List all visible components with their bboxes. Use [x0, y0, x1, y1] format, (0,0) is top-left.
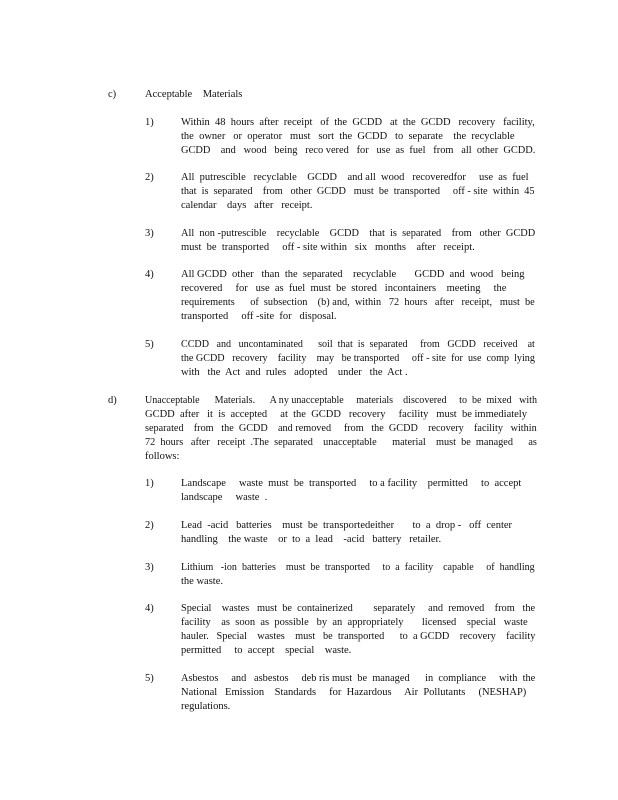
item-d1-text — [181, 477, 535, 505]
text-line: requirements of subsection (b) and, within 72 hours after receipt, must be — [181, 296, 535, 308]
text-line: Within 48 hours after receipt of the GCDD at the GCDD recovery facility, — [181, 117, 535, 128]
item-d2-text — [181, 519, 535, 547]
item-number: 1) — [145, 117, 154, 128]
text-line: facility as soon as possible by an appropriately licensed special waste — [181, 616, 528, 628]
text-line: separated from the GCDD and removed from the GCDD recovery facility within — [145, 422, 537, 434]
item-c1-text — [181, 116, 535, 158]
text-line: must be transported off - site within six months after receipt. — [181, 241, 475, 253]
item-number: 4) — [145, 603, 154, 614]
text-line: GCDD after it is accepted at the GCDD recovery facility must be immediately — [145, 408, 527, 420]
text-line: All putrescible recyclable GCDD and all wood recoveredfor use as fuel — [181, 172, 529, 183]
text-line: Unacceptable Materials. A ny unacceptable materials discovered to be mixed with — [145, 395, 537, 406]
text-line: landscape waste . — [181, 491, 268, 503]
text-line: hauler. Special wastes must be transported to a GCDD recovery facility — [181, 630, 536, 642]
text-line: National Emission Standards for Hazardous Air Pollutants (NESHAP) — [181, 686, 527, 698]
item-number: 5) — [145, 673, 154, 684]
item-number: 5) — [145, 339, 154, 350]
item-number: 2) — [145, 172, 154, 183]
text-line: GCDD and wood being reco vered for use as fuel from all other GCDD. — [181, 144, 536, 156]
text-line: All non -putrescible recyclable GCDD that is separated from other GCDD — [181, 228, 536, 239]
text-line: regulations. — [181, 700, 231, 712]
item-number: 3) — [145, 562, 154, 573]
text-line: that is separated from other GCDD must be transported off - site within 45 — [181, 185, 535, 197]
item-c2-text — [181, 171, 535, 213]
text-line: handling the waste or to a lead -acid battery retailer. — [181, 533, 442, 545]
item-c5-text — [181, 338, 535, 380]
section-d-text — [145, 394, 537, 464]
section-c-heading: Acceptable Materials — [145, 89, 243, 100]
text-line: calendar days after receipt. — [181, 199, 313, 211]
text-line: All GCDD other than the separated recyclable GCDD and wood being — [181, 269, 525, 280]
text-line: the waste. — [181, 575, 223, 587]
text-line: recovered for use as fuel must be stored incontainers meeting the — [181, 282, 507, 294]
text-line: Lead -acid batteries must be transportedeither to a drop - off center — [181, 520, 513, 531]
section-d-label: d) — [108, 395, 117, 406]
text-line: the owner or operator must sort the GCDD to separate the recyclable — [181, 130, 515, 142]
text-line: follows: — [145, 450, 180, 462]
text-line: the GCDD recovery facility may be transported off - site for use comp lying — [181, 352, 535, 364]
item-d4-text — [181, 602, 535, 658]
text-line: transported off -site for disposal. — [181, 310, 337, 322]
text-line: 72 hours after receipt .The separated unacceptable material must be managed as — [145, 436, 537, 448]
text-line: Special wastes must be containerized separately and removed from the — [181, 603, 536, 614]
text-line: with the Act and rules adopted under the Act . — [181, 366, 408, 378]
text-line: CCDD and uncontaminated soil that is separated from GCDD received at — [181, 339, 535, 350]
item-c4-text — [181, 268, 535, 324]
text-line: Lithium -ion batteries must be transported to a facility capable of handling — [181, 562, 535, 573]
item-c3-text — [181, 227, 535, 255]
item-d5-text — [181, 672, 535, 714]
text-line: Asbestos and asbestos deb ris must be managed in compliance with the — [181, 673, 536, 684]
item-number: 1) — [145, 478, 154, 489]
text-line: permitted to accept special waste. — [181, 644, 352, 656]
item-number: 3) — [145, 228, 154, 239]
item-number: 2) — [145, 520, 154, 531]
item-d3-text — [181, 561, 535, 589]
item-number: 4) — [145, 269, 154, 280]
section-c-label: c) — [108, 89, 117, 100]
text-line: Landscape waste must be transported to a facility permitted to accept — [181, 478, 522, 489]
